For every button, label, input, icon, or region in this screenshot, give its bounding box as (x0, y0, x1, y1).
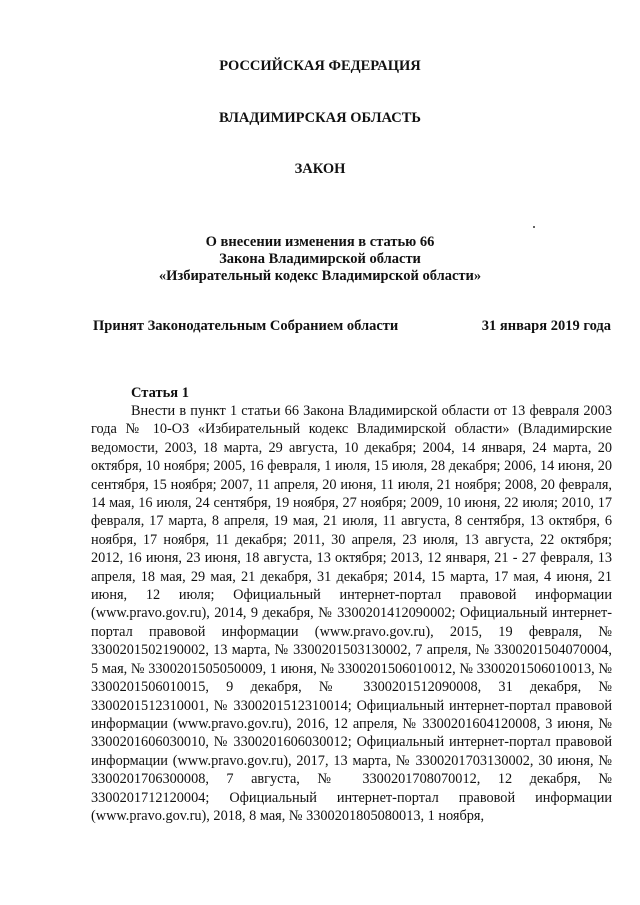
law-title (0, 234, 640, 285)
article-body: Внести в пункт 1 статьи 66 Закона Владимирской области от 13 февраля 2003 года № 10-ОЗ «Избирательный кодекс Владимирской области» (Владимирские ведомости, 2003, 18 марта, 29 августа, 10 декабря; 2004, 14 января, 24 марта, 20 октября, 10 ноября; 2005, 16 февраля, 1 июля, 15 июля, 28 декабря; 2006, 14 июня, 20 сентября, 15 ноября; 2007, 11 апреля, 20 июня, 11 июля, 21 ноября; 2008, 20 февраля, 14 мая, 16 июля, 24 сентября, 19 ноября, 27 ноября; 2009, 10 июня, 22 июля; 2010, 17 февраля, 17 марта, 8 апреля, 19 мая, 21 июля, 11 августа, 8 сентября, 13 октября, 6 ноября, 17 ноября, 11 декабря; 2011, 30 апреля, 23 июля, 13 августа, 22 октября; 2012, 16 июня, 23 июня, 18 августа, 13 октября; 2013, 12 января, 21 - 27 февраля, 13 апреля, 18 мая, 29 мая, 21 декабря, 31 декабря; 2014, 15 марта, 17 мая, 4 июня, 21 июня, 12 июля; Официальный интернет-портал правовой информации (www.pravo.gov.ru), 2014, 9 декабря, № 3300201412090002; Официальный интернет-портал правовой информации (www.pravo.gov.ru), 2015, 19 февраля, № 3300201502190002, 13 марта, № 3300201503130002, 7 апреля, № 3300201504070004, 5 мая, № 3300201505050009, 1 июня, № 3300201506010012, № 3300201506010013, № 3300201506010015, 9 декабря, № 3300201512090008, 31 декабря, № 3300201512310001, № 3300201512310014; Официальный интернет-портал правовой информации (www.pravo.gov.ru), 2016, 12 апреля, № 3300201604120008, 3 июня, № 3300201606030010, № 3300201606030012; Официальный интернет-портал правовой информации (www.pravo.gov.ru), 2017, 13 марта, № 3300201703130002, 30 июня, № 3300201706300008, 7 августа, № 3300201708070012, 12 декабря, № 3300201712120004; Официальный интернет-портал правовой информации (www.pravo.gov.ru), 2018, 8 мая, № 3300201805080013, 1 ноября, (91, 403, 612, 824)
country-heading: РОССИЙСКАЯ ФЕДЕРАЦИЯ (219, 58, 421, 74)
adoption-label: Принят Законодательным Собранием области (93, 318, 399, 334)
law-title-line-1: О внесении изменения в статью 66 (205, 234, 435, 250)
article-heading: Статья 1 (131, 385, 189, 401)
scan-speck (533, 226, 535, 228)
law-title-line-2: Закона Владимирской области (219, 251, 421, 267)
doc-type-heading: ЗАКОН (294, 161, 346, 177)
adoption-date: 31 января 2019 года (481, 318, 611, 334)
region-heading: ВЛАДИМИРСКАЯ ОБЛАСТЬ (219, 110, 421, 126)
adoption-line (93, 318, 611, 335)
law-title-line-3: «Избирательный кодекс Владимирской области» (158, 268, 482, 284)
